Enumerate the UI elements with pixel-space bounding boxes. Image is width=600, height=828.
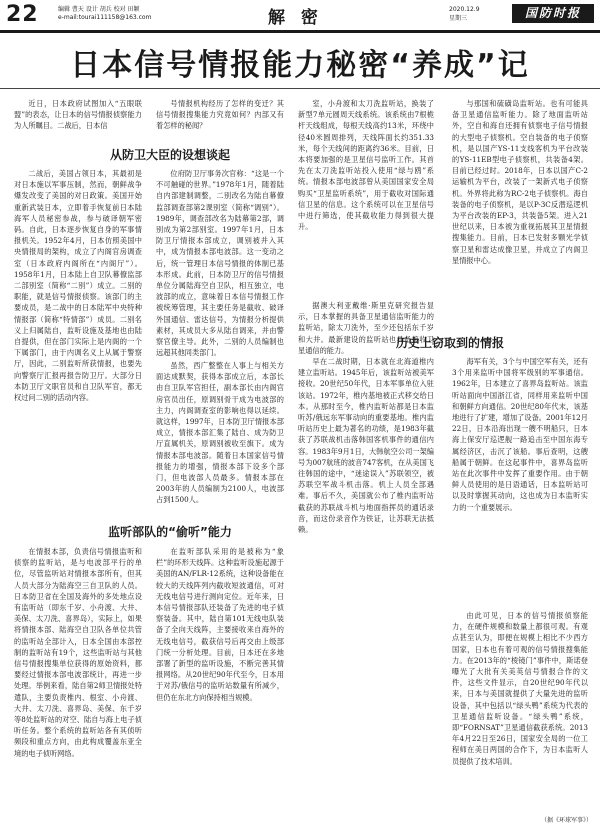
editor-email: e-mail:tourai111158@163.com: [58, 14, 152, 21]
headline-rule: [0, 88, 600, 89]
article-col-3c: [298, 356, 434, 816]
headline: 日本信号情报能力秘密“养成”记: [70, 48, 530, 83]
paragraph: 室，小舟渡和太刀洗监听站，换装了新型7单元圆周天线系统。该系统由7根桅杆天线组成，每根天线高约13米，环绕中径40米圆周排列，天线阵面长约351.33米，每个天线间的距离约36米。目前，日本将要加强的是卫星信号监听工作。其首先在太刀洗监听站投入使用“绿与鸥”系统。情报本部电波部曾从美国国家安全局购买“卫星监听系统”，用于截收对国际通信卫星的信息。这个系统可以在卫星信号中进行筛选，使其截收能力得到很大提升。: [298, 99, 434, 232]
paragraph: 据澳大利亚戴维·斯里克研究报告显示，日本掌握的具备卫星通信监听能力的监听站，除太刀洗外，至少还包括东千岁和大井。最新建设的监听站也具备接收卫星通信的能力。: [298, 301, 434, 355]
article-col-2d: [156, 546, 284, 816]
paragraph: 在情报本部，负责信号情报监听和侦察的监听站，是与电波部平行的单位，尽管监听站对情报本部所有，但其人员大部分为陆海空三自卫队的人员。日本防卫省在全国及海外的多处地点设有监听站（即东千岁、小舟渡、大井、美保、太刀洗、喜界岛），实际上，如果将情报本部、陆海空自卫队各单位共管的监听站全部计入，日本全国由本部控制的监听站有19个，这些监听站与其他信号情报搜集单位获得的原始资料，都要经过情报本部电波部统计，再进一步处理。举例来看，陆自第2师卫情报处特遣队，主要负责椎内、根室、小舟渡、大井、太刀洗、喜界岛、美保、东千岁等8处监听站的对空、陆自与海上电子侦听任务。整个系统的监听站各有其侦听频段和重点方向，由此构成覆盖东亚全境的电子侦听网络。: [14, 547, 142, 758]
article-col-4b: [452, 356, 588, 606]
editor-names: 编辑 曹天 设计 胡兵 校对 田颖: [58, 6, 140, 13]
article-col-4a: [452, 98, 588, 328]
article-col-2b: [156, 168, 284, 358]
article-col-3a: [298, 98, 434, 298]
intro-column-1: [14, 98, 142, 144]
page-header: [0, 0, 600, 30]
header-rule: [0, 30, 600, 33]
paragraph: 由此可见，日本的信号情报侦察能力，在硬件规模和数量上都很可观。有观点甚至认为，即便在规模上相比不少西方国家，日本也有着可观的信号情报搜集能力。在2013年的“棱镜门”事件中，斯诺登曝光了大批有关美英信号情报合作的文件，这些文件显示，自20世纪90年代以来，日本与美国就提供了大量先进的监听设备，其中包括以“绿头鸭”系统为代表的卫星通信监听设备。“绿头鸭”系统，即“FORNSAT”卫星通信截获系统。2013年4月22日至26日，国家安全局的一位工程师在美日两国的合作下，为日本监听人员提供了技术培训。: [452, 611, 588, 766]
article-col-1b: [14, 168, 142, 508]
intro-column-2: [156, 98, 284, 144]
subhead-3: 历史上窃取到的情报: [395, 336, 504, 350]
section-title: 解 密: [268, 8, 323, 28]
source-credit: （据《环球军事》）: [540, 817, 592, 824]
paragraph: 二战后，美国占领日本，其最初是对日本施以军事压制，然而，朝鲜战争爆发改变了美国的对日政策。美国开始重新武装日本，立即着手恢复前日本陆海军人员秘密参战，参与破译朝军密码。自此，日本逐步恢复自身的军事情报机关。1952年4月，日本仿照美国中央情报局的架构，成立了内阁官房调查室（日本政府内阁所在“内阁厅”）。1958年1月，日本陆上自卫队幕僚监部二部别室（简称“二别”）成立。二别的职能，就是信号情报侦察。该部门的主要成员，是二战中的日本陆军中央特种情报部（简称“特情部”）成员。二别名义上归属陆自，监听设施及基地也由陆自提供，但在部门实际上是内阁的一个下属部门，由于内调名义上从属于警察厅，因此，二别监听所获情报，也要先向警察厅汇报再报告防卫厅。大部分日本防卫厅文职官员和自卫队军官，都无权过问二别的活动内容。: [14, 169, 142, 403]
article-col-2c: [156, 360, 284, 510]
intro-paragraph: 近日，日本政府试图加入“五眼联盟”的表态，让日本的信号情报侦察能力为人所瞩目。二战后，日本信: [14, 99, 142, 131]
issue-date: [449, 5, 480, 23]
paragraph: 虽然，西广整整在人事上与相关方面达成默契，获得本部成立后，本部长由自卫队军官担任，副本部长由内阁官房官员出任，原调别骨干成为电波部的主力，内阁调查室的影响也得以延续。就这样，1997年，日本防卫厅情报本部成立，情报本部汇集了陆自、成为防卫厅直属机关，原调别被收至旗下。成为情报本部电波部。随着日本国家信号情报能力的增强，情报本部下设多个部门，但电波部人员最多。情报本部在2003年的人员编制为2100人，电波部占到1500人。: [156, 361, 284, 505]
masthead-logo: 国防时报: [512, 4, 594, 23]
subhead-2: 监听部队的“偷听”能力: [108, 525, 232, 539]
paragraph: 与那国和硫磺岛监听站。也有可能具备卫星通信监听能力。除了地面监听站外，空自和海自还拥有侦察电子信号情报的大型电子侦察机。空自装备的电子侦察机，是以国产YS-11支线客机为平台改装的YS-11EB型电子侦察机，共装备4架。目前已经过时。2018年，日本以国产C-2运输机为平台，改装了一架新式电子侦察机。外界将此称为RC-2电子侦察机。海自装备的电子侦察机，是以P-3C反潜巡逻机为平台改装的EP-3，共装备5架。进入21世纪以来，日本被为重视拓展其卫星情报搜集能力。目前，日本已发射多颗光学侦察卫星和雷达成像卫星，并成立了内阁卫星情报中心。: [452, 99, 588, 265]
paragraph: 在监听部队采用的是被称为“象栏”的环形天线阵。这种监听设施起源于美国的AN/FLR-12系统，这种设备能在较大的天线阵列内截收短波通信，可对无线电信号进行测向定位。近年来，日本信号情报部队还装备了先进的电子侦察装备。其中，陆自第101无线电队装备了全向天线阵，主要接收来自海外的无线电信号，截获信号后再交由上级部门统一分析处理。目前，日本还在多地部署了新型的监听设施，不断完善其情报网络。从20世纪90年代至今，日本用于对苏/俄信号的监听站数量有所减少，但仍在东北方向保持相当规模。: [156, 547, 284, 702]
date-text: 2020.12.9: [449, 6, 480, 13]
paragraph: 海军有关，3个与中国空军有关，还有3个用来监听中国将军级别的军事通信。1962年，日本建立了喜界岛监听站。该监听站面向中国浙江省，同样用来监听中国和朝鲜方向通信。20世纪80年代末，该基地进行了扩建，增加了设备。2001年12月22日，日本沿海出现一艘不明船只，日本海上保安厅巡逻舰一路追击至中国东海专属经济区，击沉了该船。事后查明，这艘船属于朝鲜。在这起事件中，喜界岛监听站在此次事件中发挥了重要作用。由于朝鲜人员使用的是日语通话，日本监听站可以及时掌握其动向，这也成为日本监听实力的一个重要展示。: [452, 357, 588, 512]
paragraph: 号情报机构经历了怎样的变迁？其信号情报搜集能力究竟如何？内部又有着怎样的秘闻？: [156, 99, 284, 131]
page-number: 22: [6, 2, 39, 27]
paragraph: 位府防卫厅事务次官称：“这是一个不可触碰的世界。”1978年1月，随着陆自内部建制调整，二别改名为陆自幕僚监部调查部第2课别室（简称“调别”）。1989年，调查部改名为陆幕第2部，调别成为第2部别室。1997年1月，日本防卫厅情报本部成立，调别被并入其中，成为情报本部电波部。这一变动之后，统一管理日本信号情报的体制已基本形成。此前，日本防卫厅的信号情报单位分属陆海空自卫队，相互独立，电波部的成立，意味着日本信号情报工作被统筹管理，其主要任务是截收、破译外国通信、雷达信号，为情报分析提供素材，其成员大多从陆自调来，并由警察官僚主导。此外，二别的人员编制也远超其他同类部门。: [156, 169, 284, 358]
article-col-4c: [452, 610, 588, 810]
article-col-1c: [14, 546, 142, 816]
paragraph: 早在二战时期，日本就在北海道椎内建立监听站。1945年后，该监听站被美军接收。20世纪50年代，日本军事单位入驻该站。1972年，椎内基地被正式移交给日本。从那时至今，椎内监听站都是日本监听苏/俄远东军事动向的重要基地。椎内监听站历史上最为著名的功绩，是1983年截获了苏联战机击落韩国客机事件的通信内容。1983年9月1日，大韩航空公司一架编号为007航班的波音747客机，在从美国飞往韩国的途中，“迷途误入”苏联领空，被苏联空军战斗机击落。机上人员全部遇难。事后不久，美国就公布了椎内监听站截获的苏联战斗机与地面指挥员的通话录音，而这份录音作为铁证，让苏联无法抵赖。: [298, 357, 434, 535]
editor-credits: [58, 6, 151, 22]
weekday-text: 星期三: [449, 15, 468, 22]
subhead-1: 从防卫大臣的设想谈起: [109, 148, 230, 162]
